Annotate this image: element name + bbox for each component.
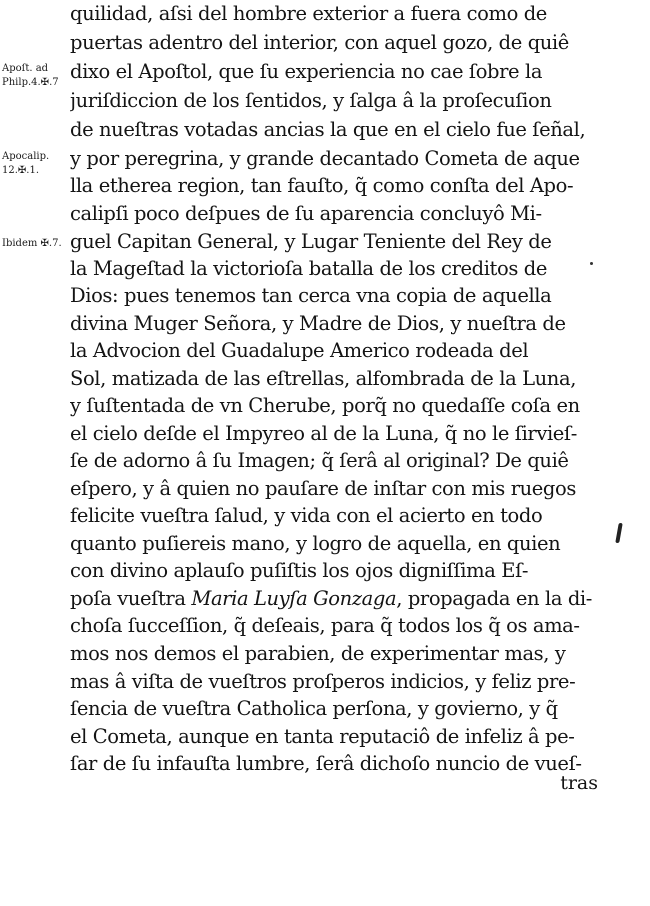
- text-line: eſpero, y â quien no pauſare de inſtar con mis ruegos: [70, 477, 576, 500]
- text-line: y ſuſtentada de vn Cherube, porq̃ no quedaſſe coſa en: [70, 394, 580, 417]
- catchword: tras: [560, 772, 598, 794]
- italic-name: Maria Luyſa Gonzaga: [191, 587, 397, 610]
- text-line: guel Capitan General, y Lugar Teniente del Rey de: [70, 230, 552, 253]
- text-line: la Advocion del Guadalupe Americo rodeada del: [70, 339, 529, 362]
- text-line: la Mageſtad la victorioſa batalla de los creditos de: [70, 257, 547, 280]
- text-line: divina Muger Señora, y Madre de Dios, y nueſtra de: [70, 312, 566, 335]
- text-line: lla etherea region, tan fauſto, q̃ como conſta del Apo-: [70, 174, 574, 197]
- margin-note: Apocalip.: [2, 151, 50, 162]
- text-line: y por peregrina, y grande decantado Cometa de aque: [70, 147, 580, 170]
- text-line: ſe de adorno â ſu Imagen; q̃ ſerâ al original? De quiê: [70, 449, 569, 472]
- text-line: mas â viſta de vueſtros proſperos indicios, y feliz pre-: [70, 670, 576, 693]
- text-line: juriſdiccion de los ſentidos, y ſalga â la proſecuſion: [70, 89, 552, 112]
- text-line: dixo el Apoſtol, que ſu experiencia no cae ſobre la: [70, 60, 543, 83]
- margin-notes: [0, 0, 72, 906]
- text-line: mos nos demos el parabien, de experimentar mas, y: [70, 642, 566, 665]
- margin-note: Apoſt. ad: [2, 63, 49, 74]
- text-line: calipſi poco deſpues de ſu aparencia concluyô Mi-: [70, 202, 542, 225]
- text-line: ſar de ſu infauſta lumbre, ſerâ dichoſo nuncio de vueſ-: [70, 752, 582, 775]
- text-line: Sol, matizada de las eſtrellas, alfombrada de la Luna,: [70, 367, 576, 390]
- margin-note: Ibidem ✠.7.: [2, 238, 62, 249]
- text-line: Dios: pues tenemos tan cerca vna copia de aquella: [70, 284, 552, 307]
- text-line: el cielo deſde el Impyreo al de la Luna, q̃ no le ſirvieſ-: [70, 422, 577, 445]
- ink-speck: [590, 262, 593, 265]
- text-line: quanto puſiereis mano, y logro de aquella, en quien: [70, 532, 561, 555]
- text-line: choſa ſucceſſion, q̃ deſeais, para q̃ todos los q̃ os ama-: [70, 614, 580, 637]
- margin-note: 12.✠.1.: [2, 165, 40, 176]
- text-line: puertas adentro del interior, con aquel gozo, de quiê: [70, 31, 569, 54]
- ink-mark: [615, 523, 623, 543]
- text-line: con divino aplauſo puſiſtis los ojos digniſſima Eſ-: [70, 559, 529, 582]
- text-line: quilidad, aſsi del hombre exterior a fuera como de: [70, 2, 547, 25]
- margin-note: Philp.4.✠.7: [2, 77, 59, 88]
- text-line: de nueſtras votadas ancias la que en el cielo fue ſeñal,: [70, 118, 586, 141]
- text-line: poſa vueſtra Maria Luyſa Gonzaga, propagada en la di-: [70, 587, 592, 610]
- text-line: felicite vueſtra ſalud, y vida con el acierto en todo: [70, 504, 543, 527]
- text-line: ſencia de vueſtra Catholica perſona, y govierno, y q̃: [70, 697, 558, 720]
- text-line: el Cometa, aunque en tanta reputaciô de infeliz â pe-: [70, 725, 575, 748]
